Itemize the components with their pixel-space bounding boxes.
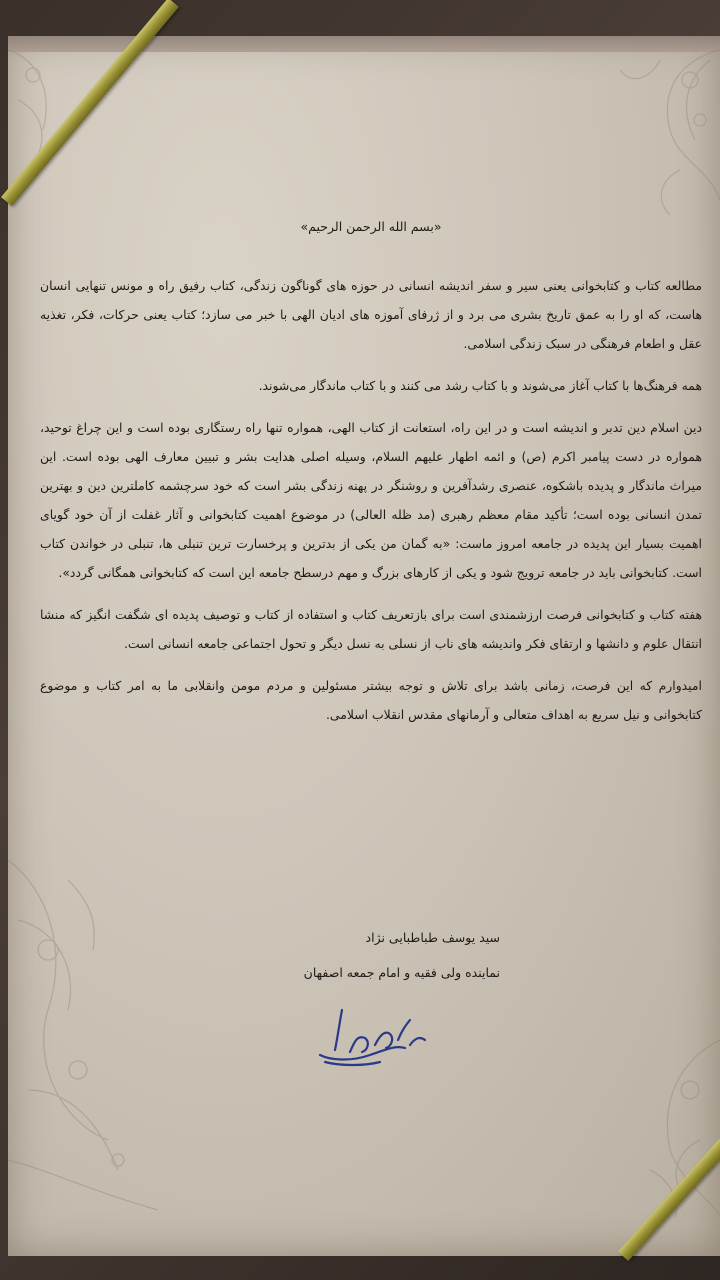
bismillah-heading: «بسم الله الرحمن الرحیم»: [300, 219, 442, 234]
paragraph-2: همه فرهنگ‌ها با کتاب آغاز می‌شوند و با کتاب رشد می کنند و با کتاب ماندگار می‌شوند.: [258, 378, 702, 393]
signatory-name: سید یوسف طباطبایی نژاد: [365, 930, 500, 945]
signatory-title: نماینده ولی فقیه و امام جمعه اصفهان: [303, 965, 500, 980]
paragraph-1: مطالعه کتاب و کتابخوانی یعنی سیر و سفر اندیشه انسانی در حوزه های گوناگون زندگی، کتاب رفیق راه و مونس تنهایی انسان هاست، که او را به عمق تاریخ بشری می برد و از ژرفای آموزه های ادیان الهی با خبر می سازد؛ کتاب یعنی حرکات، فکر، تغذیه عقل و اطعام فرهنگی در سبک زندگی اسلامی.: [40, 278, 702, 351]
handwritten-signature: [310, 1000, 430, 1070]
corner-ornament-bottom-left: [8, 840, 208, 1220]
corner-ornament-bottom-right: [560, 1020, 720, 1220]
letter-body: [40, 200, 702, 742]
paragraph-4: هفته کتاب و کتابخوانی فرصت ارزشمندی است برای بازتعریف کتاب و استفاده از کتاب و توصیف پدیده ای شگفت انگیز که منشا انتقال علوم و دانشها و ارتقای فکر واندیشه های ناب از نسلی به نسل دیگر و تحول اجتماعی جامعه انسانی است.: [40, 607, 702, 651]
corner-ornament-top-right: [560, 40, 720, 220]
paragraph-3: دین اسلام دین تدبر و اندیشه است و در این راه، استعانت از کتاب الهی، همواره تنها راه رستگاری بوده است و این چراغ توحید، همواره در دست پیامبر اکرم (ص) و ائمه اطهار علیهم السلام، وسیله اصلی هدایت بشر و تبیین معارف الهی بوده است. این میراث ماندگار و پدیده باشکوه، عنصری رشدآفرین و روشنگر در پهنه زندگی بشر است که خود سرچشمه کاملترین دین و بهترین تمدن انسانی بوده است؛ تأکید مقام معظم رهبری (مد ظله العالی) در موضوع اهمیت کتابخوانی و آثار غفلت از آن خود گویای اهمیت بسیار این پدیده در جامعه امروز ماست: «به گمان من یکی از بدترین و پرخسارت ترین تنبلی ها، تنبلی در خواندن کتاب است. کتابخوانی باید در جامعه ترویج شود و یکی از کارهای بزرگ و مهم درسطح جامعه این است که کتابخوانی همگانی گردد».: [40, 420, 702, 580]
signature-block: [250, 930, 500, 980]
paragraph-5: امیدوارم که این فرصت، زمانی باشد برای تلاش و توجه بیشتر مسئولین و مردم مومن وانقلابی ما به امر کتاب و موضوع کتابخوانی و نیل سریع به اهداف متعالی و آرمانهای مقدس انقلاب اسلامی.: [40, 678, 702, 722]
